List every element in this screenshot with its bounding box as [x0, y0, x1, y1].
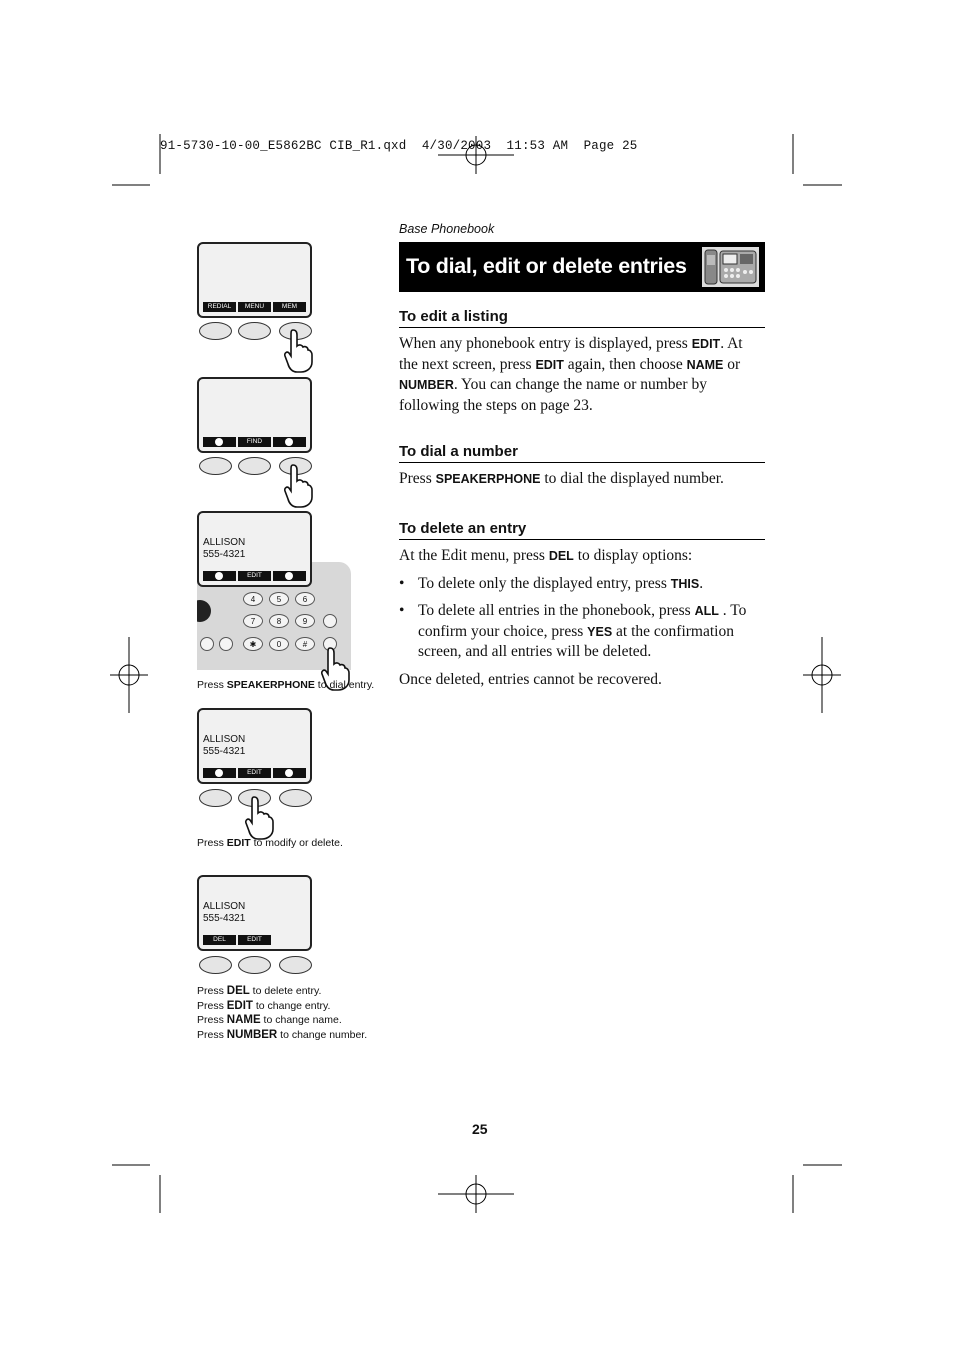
base-phone-icon: [702, 247, 759, 287]
up-arrow-icon: [203, 768, 236, 778]
softkey-bar: [203, 935, 271, 945]
lcd-screen-4: [197, 708, 312, 784]
caption-line: Press NUMBER to change number.: [197, 1028, 368, 1041]
side-button[interactable]: [200, 637, 214, 651]
lcd-screen-1: [197, 242, 312, 318]
page-number: 25: [472, 1121, 488, 1137]
caption-line: Press EDIT to change entry.: [197, 999, 331, 1012]
softkey-label-find: FIND: [238, 437, 271, 447]
page-title: To dial, edit or delete entries: [406, 254, 687, 278]
key-8[interactable]: 8: [269, 614, 289, 628]
softkey-middle[interactable]: [238, 956, 271, 974]
edit-paragraph: When any phonebook entry is displayed, press EDIT. At the next screen, press EDIT again, then choose NAME or NUMBER. You can change the name or number by following the steps on page 23.: [399, 335, 743, 414]
softkey-bar: [203, 302, 306, 312]
mute-button[interactable]: [323, 614, 337, 628]
down-arrow-icon: [273, 571, 306, 581]
up-arrow-icon: [203, 571, 236, 581]
softkey-bar: [203, 437, 306, 447]
name-key: NAME: [686, 357, 724, 372]
print-slug: 91-5730-10-00_E5862BC CIB_R1.qxd 4/30/2003 11:53 AM Page 25: [160, 139, 638, 153]
all-key: ALL: [694, 604, 719, 618]
caption-dial: Press SPEAKERPHONE to dial entry.: [197, 679, 375, 691]
key-5[interactable]: 5: [269, 592, 289, 606]
softkey-left[interactable]: [199, 322, 232, 340]
lcd-entry: ALLISON 555-4321: [203, 537, 246, 560]
softkey-middle[interactable]: [238, 322, 271, 340]
delete-block: [399, 546, 765, 689]
key-hash[interactable]: #: [295, 637, 315, 651]
title-bar: [399, 242, 765, 292]
this-key: THIS: [670, 576, 700, 591]
section-label: Base Phonebook: [399, 222, 495, 236]
key-4[interactable]: 4: [243, 592, 263, 606]
softkey-left[interactable]: [199, 789, 232, 807]
softkey-right[interactable]: [279, 956, 312, 974]
softkey-label-redial: REDIAL: [203, 302, 236, 312]
delete-closing: Once deleted, entries cannot be recovered.: [399, 670, 662, 688]
softkey-bar: [203, 571, 306, 581]
lcd-screen-5: [197, 875, 312, 951]
softkey-label-del: DEL: [203, 935, 236, 945]
key-star[interactable]: ✱: [243, 637, 263, 651]
key-0[interactable]: 0: [269, 637, 289, 651]
list-item: • To delete all entries in the phonebook, press ALL . To confirm your choice, press YES at the confirmation screen, and all entries will be deleted.: [399, 602, 747, 660]
softkey-label-edit: EDIT: [238, 768, 271, 778]
softkey-label-mem: MEM: [273, 302, 306, 312]
key-9[interactable]: 9: [295, 614, 315, 628]
lcd-entry: ALLISON 555-4321: [203, 901, 246, 924]
delete-heading: To delete an entry: [399, 520, 765, 540]
softkey-label-edit: EDIT: [238, 935, 271, 945]
down-arrow-icon: [273, 768, 306, 778]
lcd-entry: ALLISON 555-4321: [203, 734, 246, 757]
caption-line: Press NAME to change name.: [197, 1014, 342, 1026]
edit-key: EDIT: [691, 337, 721, 351]
dial-paragraph: Press SPEAKERPHONE to dial the displayed number.: [399, 470, 724, 487]
softkey-left[interactable]: [199, 956, 232, 974]
side-button[interactable]: [219, 637, 233, 651]
pointing-hand-icon: [244, 795, 274, 840]
caption-edit: Press EDIT to modify or delete.: [197, 837, 343, 849]
edit-heading: To edit a listing: [399, 308, 765, 328]
yes-key: YES: [587, 624, 613, 639]
speakerphone-key: SPEAKERPHONE: [435, 472, 541, 486]
list-item: • To delete only the displayed entry, press THIS.: [399, 574, 704, 592]
up-arrow-icon: [203, 437, 236, 447]
edit-key: EDIT: [535, 357, 564, 372]
caption-line: Press DEL to delete entry.: [197, 985, 322, 997]
softkey-bar: [203, 768, 306, 778]
pointing-hand-icon: [283, 463, 313, 508]
number-key: NUMBER: [399, 378, 454, 392]
softkey-left[interactable]: [199, 457, 232, 475]
softkey-label-menu: MENU: [238, 302, 271, 312]
nav-button[interactable]: [197, 600, 211, 622]
del-key: DEL: [548, 549, 574, 563]
softkey-label-edit: EDIT: [238, 571, 271, 581]
key-6[interactable]: 6: [295, 592, 315, 606]
lcd-screen-2: [197, 377, 312, 453]
dial-heading: To dial a number: [399, 443, 765, 463]
caption-options: [197, 984, 367, 1042]
softkey-row-5: [197, 956, 315, 976]
delete-intro: At the Edit menu, press DEL to display options:: [399, 547, 693, 564]
lcd-screen-3: [197, 511, 312, 587]
down-arrow-icon: [273, 437, 306, 447]
key-7[interactable]: 7: [243, 614, 263, 628]
softkey-right[interactable]: [279, 789, 312, 807]
pointing-hand-icon: [283, 328, 313, 373]
softkey-middle[interactable]: [238, 457, 271, 475]
